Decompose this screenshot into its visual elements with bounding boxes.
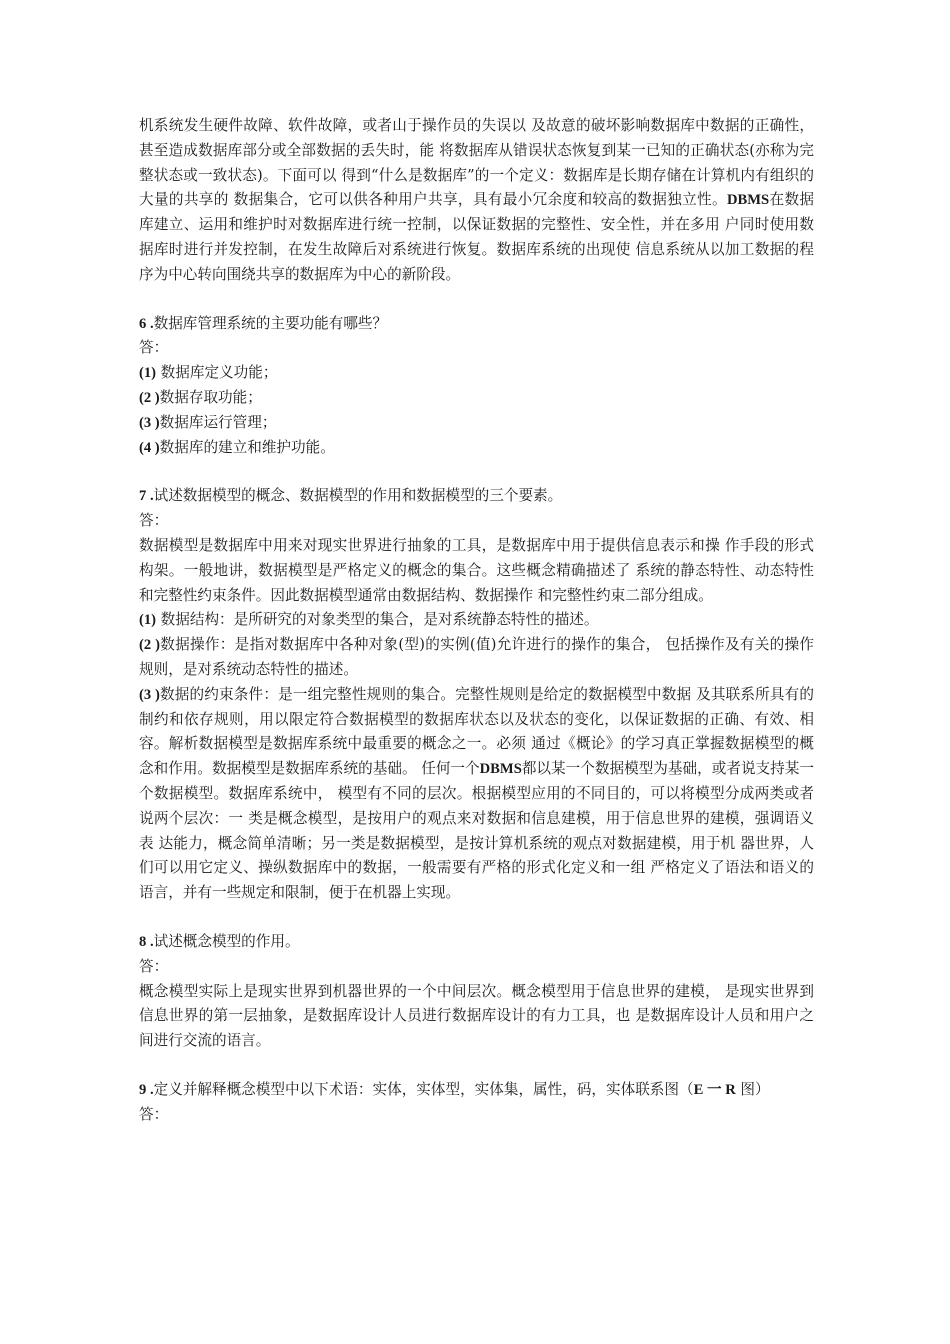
list-item-number: (3 )	[139, 686, 160, 703]
list-item-text: 数据存取功能；	[159, 388, 262, 406]
list-item-text: 数据操作：是指对数据库中各种对象(型)的实例(值)允许进行的操作的集合， 包括操作及有关的操作规则，是对系统动态特性的描述。	[139, 636, 815, 678]
list-item	[139, 386, 814, 411]
list-item-number: (1)	[139, 365, 157, 382]
list-item-number: (3 )	[139, 414, 160, 431]
list-item	[139, 633, 814, 683]
bold-term: DBMS	[479, 761, 522, 778]
question-7-title	[139, 484, 814, 509]
question-8	[139, 930, 814, 1054]
section-gap	[139, 460, 814, 484]
list-item	[139, 411, 814, 436]
question-6	[139, 312, 814, 461]
list-item-text: 数据库的建立和维护功能。	[159, 438, 335, 456]
answer-paragraph: 数据模型是数据库中用来对现实世界进行抽象的工具，是数据库中用于提供信息表示和操 作手段的形式构架。一般地讲，数据模型是严格定义的概念的集合。这些概念精确描述了 系统的静态特性、动态特性和完整性约束条件。因此数据模型通常由数据结构、数据操作 和完整性约束二部分组成。	[139, 536, 814, 604]
question-6-title	[139, 312, 814, 337]
list-item-number: (1)	[139, 612, 157, 629]
list-item-number: (2 )	[139, 637, 160, 654]
list-item-text: 数据库定义功能；	[156, 364, 278, 382]
document-page	[139, 114, 814, 1127]
question-9-number: 9 .	[139, 1081, 154, 1098]
bold-term: DBMS	[726, 192, 770, 209]
answer-label: 答：	[139, 957, 169, 975]
question-6-text: 数据库管理系统的主要功能有哪些？	[153, 314, 388, 332]
list-item	[139, 608, 814, 633]
question-7-text: 试述数据模型的概念、数据模型的作用和数据模型的三个要素。	[153, 487, 563, 505]
question-6-number: 6 .	[139, 315, 154, 332]
question-9-text: 定义并解释概念模型中以下术语：实体，实体型，实体集，属性，码，实体联系图（E 一 R 图）	[153, 1080, 770, 1098]
answer-label: 答：	[139, 512, 169, 530]
question-9	[139, 1078, 814, 1128]
answer-label: 答：	[139, 339, 169, 357]
question-8-title	[139, 930, 814, 955]
question-8-number: 8 .	[139, 933, 154, 950]
bold-term: E 一 R	[693, 1081, 736, 1098]
question-7	[139, 484, 814, 906]
question-7-number: 7 .	[139, 488, 154, 505]
list-item-text: 数据的约束条件：是一组完整性规则的集合。完整性规则是给定的数据模型中数据 及其联系所具有的制约和依存规则，用以限定符合数据模型的数据库状态以及状态的变化，以保证数据的正确、有效、相容。解析数据模型是数据库系统中最重要的概念之一。必须 通过《概论》的学习真正掌握数据模型的概念和作用。数据模型是数据库系统的基础。 任何一个DBMS都以某一个数据模型为基础，或者说支持某一个数据模型。数据库系统中， 模型有不同的层次。根据模型应用的不同目的，可以将模型分成两类或者说两个层次：一 类是概念模型，是按用户的观点来对数据和信息建模，用于信息世界的建模，强调语义表 达能力，概念简单清晰；另一类是数据模型，是按计算机系统的观点对数据建模，用于机 器世界，人们可以用它定义、操纵数据库中的数据，一般需要有严格的形式化定义和一组 严格定义了语法和语义的语言，并有一些规定和限制，便于在机器上实现。	[139, 685, 814, 902]
list-item-text: 数据库运行管理；	[159, 413, 277, 431]
list-item-number: (4 )	[139, 439, 160, 456]
list-item	[139, 436, 814, 461]
list-item	[139, 361, 814, 386]
section-gap	[139, 288, 814, 312]
question-8-text: 试述概念模型的作用。	[153, 932, 300, 950]
answer-label: 答：	[139, 1105, 169, 1123]
question-9-title	[139, 1078, 814, 1103]
intro-paragraph: 机系统发生硬件故障、软件故障，或者山于操作员的失误以 及故意的破坏影响数据库中数据的正确性，甚至造成数据库部分或全部数据的丢失时，能 将数据库从错误状态恢复到某一已知的正确状态(亦称为完整状态或一致状态)。下面可以 得到“什么是数据库”的一个定义：数据库是长期存储在计算机内有组织的大量的共享的 数据集合，它可以供各种用户共享，具有最小冗余度和较高的数据独立性。DBMS在数据 库建立、运用和维护时对数据库进行统一控制，以保证数据的完整性、安全性，并在多用 户同时使用数据库时进行并发控制，在发生故障后对系统进行恢复。数据库系统的出现使 信息系统从以加工数据的程序为中心转向围绕共享的数据库为中心的新阶段。	[139, 117, 814, 283]
list-item-number: (2 )	[139, 389, 160, 406]
section-gap	[139, 906, 814, 930]
answer-paragraph: 概念模型实际上是现实世界到机器世界的一个中间层次。概念模型用于信息世界的建模， 是现实世界到信息世界的第一层抽象，是数据库设计人员进行数据库设计的有力工具，也 是数据库设计人员和用户之间进行交流的语言。	[139, 982, 814, 1050]
list-item-text: 数据结构：是所研究的对象类型的集合，是对系统静态特性的描述。	[156, 611, 599, 629]
section-gap	[139, 1054, 814, 1078]
list-item	[139, 683, 814, 906]
